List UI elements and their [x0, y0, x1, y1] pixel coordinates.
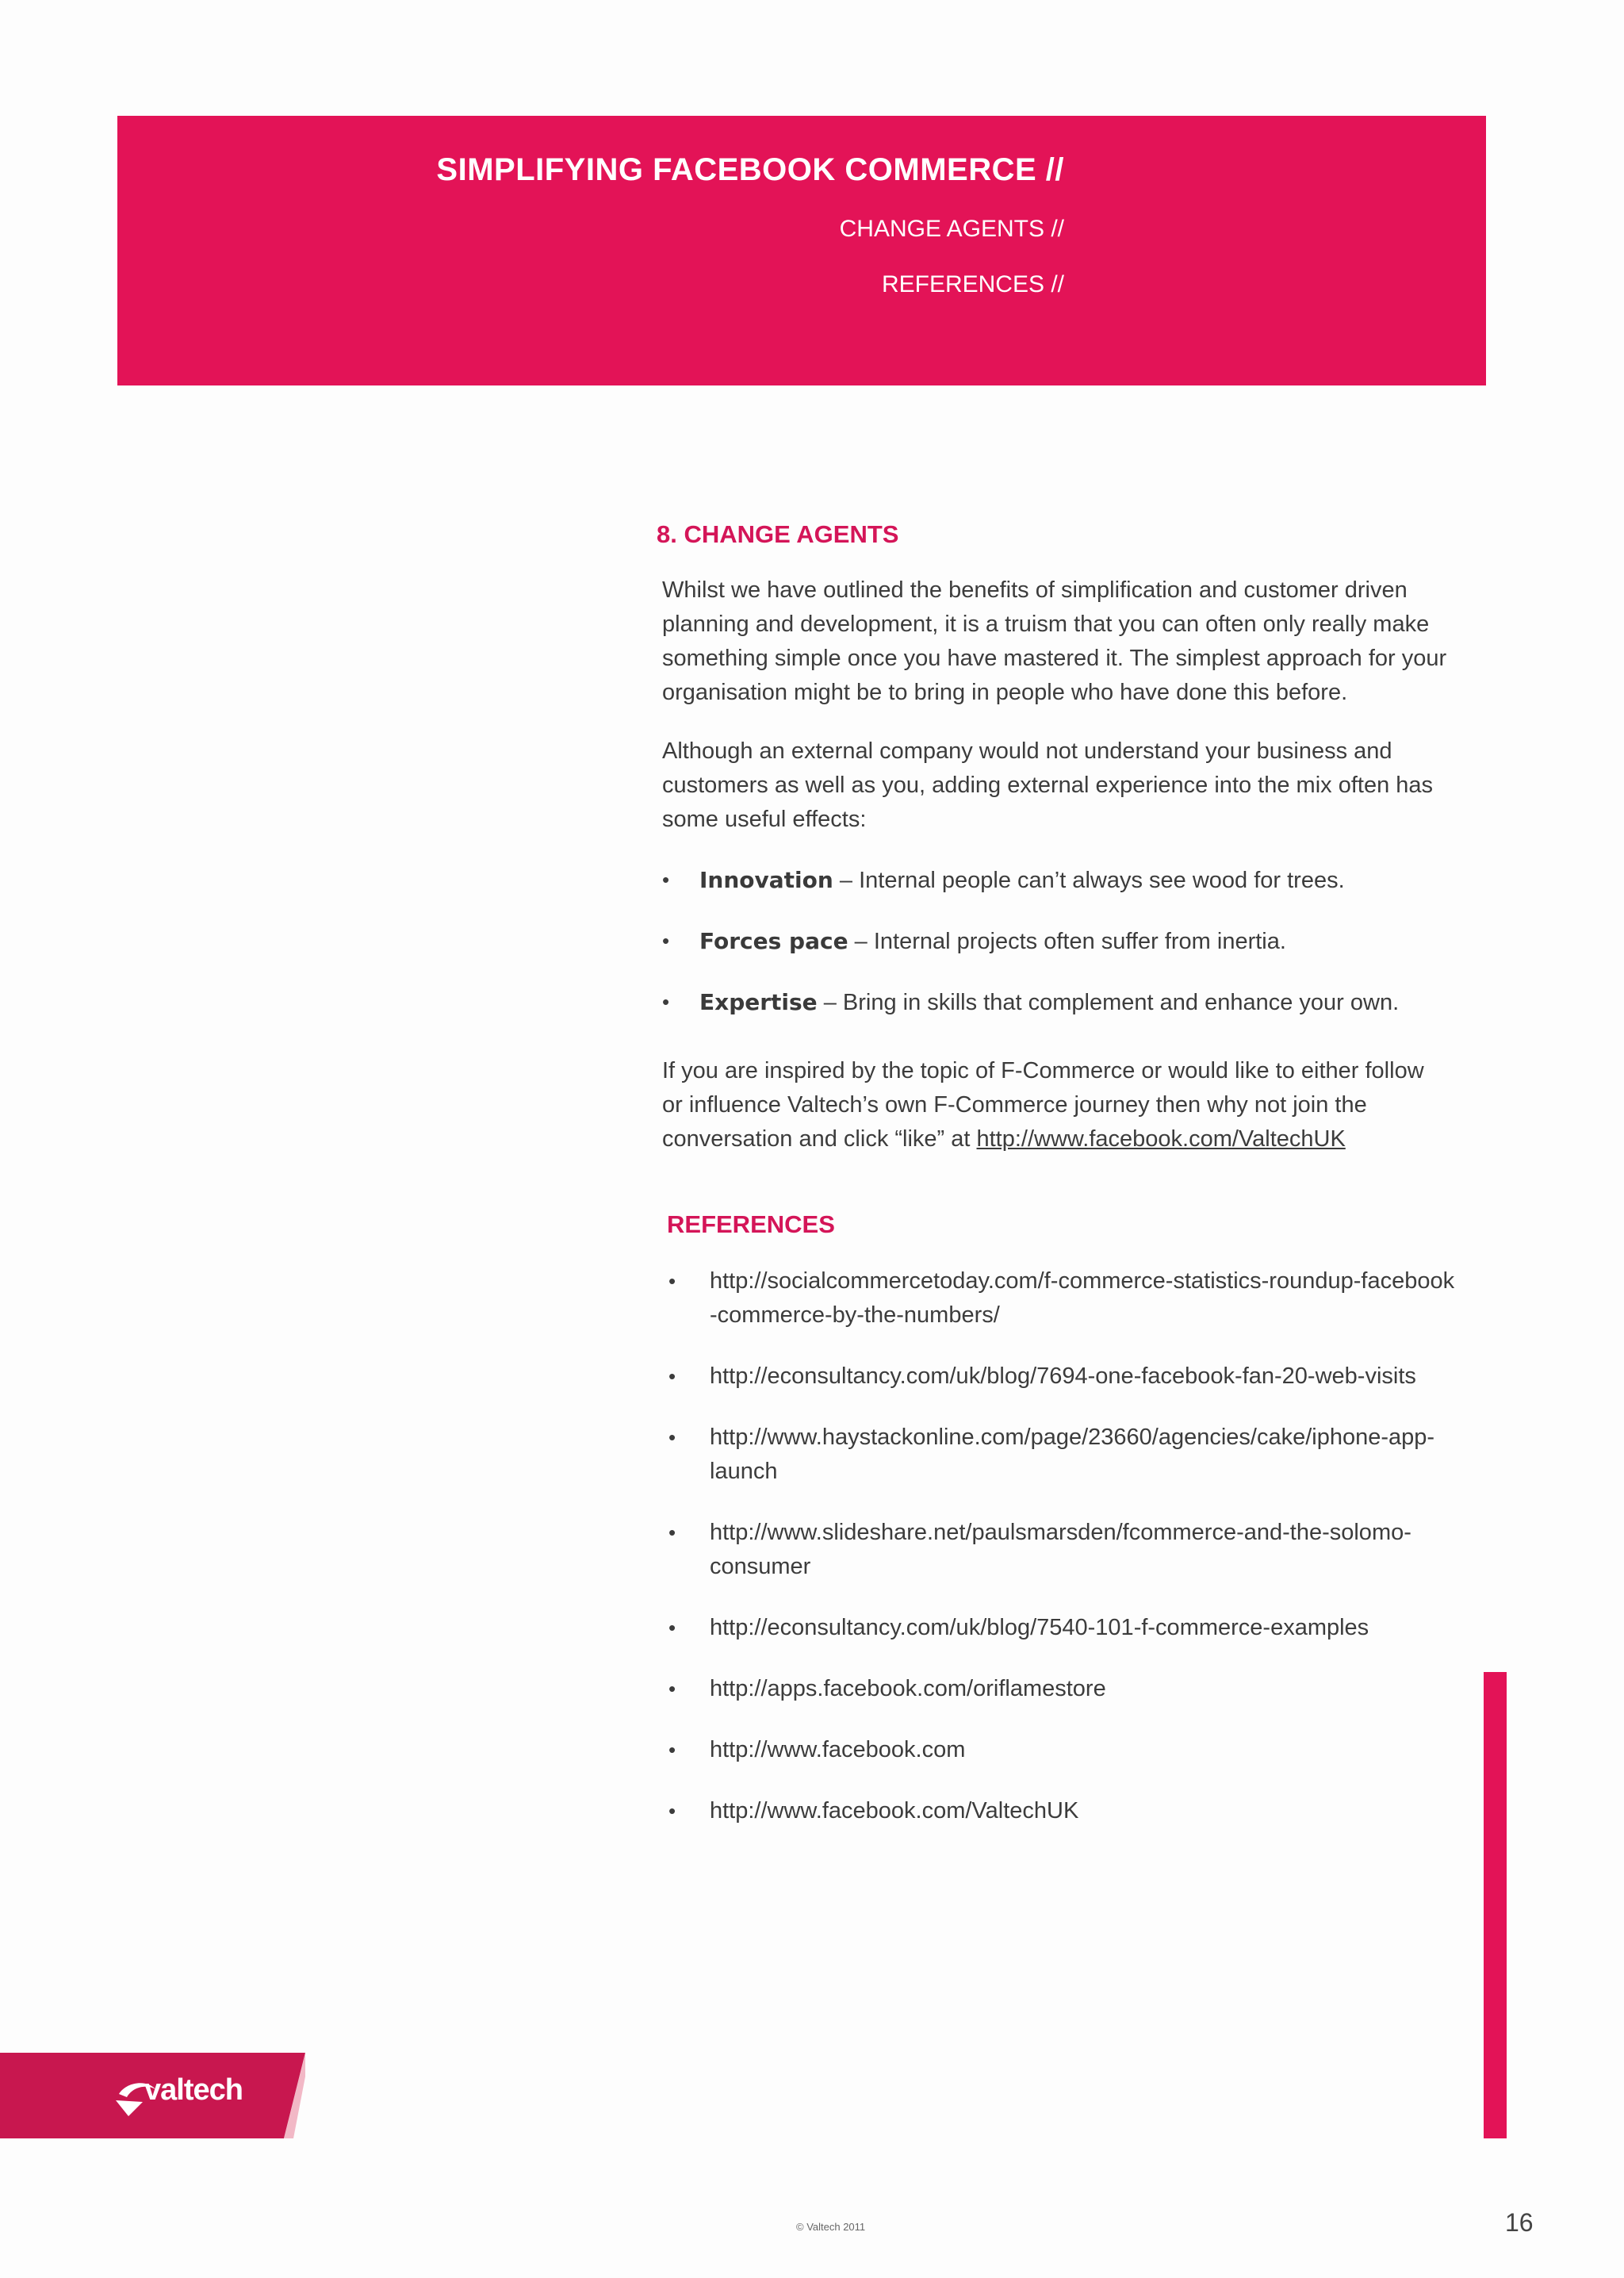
valtech-logo	[0, 2053, 317, 2138]
page-number: 16	[1505, 2208, 1534, 2237]
references-heading: REFERENCES	[667, 1210, 835, 1238]
paragraph-join-conversation	[662, 1054, 1503, 1156]
reference-link[interactable]: http://apps.facebook.com/oriflamestore	[710, 1676, 1106, 1701]
bullet-description: – Internal projects often suffer from inertia.	[848, 929, 1286, 954]
bullet-icon: •	[662, 929, 670, 953]
document-title: SIMPLIFYING FACEBOOK COMMERCE //	[436, 152, 1064, 187]
paragraph-line: customers as well as you, adding external experience into the mix often has	[662, 773, 1434, 798]
reference-link[interactable]: http://www.slideshare.net/paulsmarsden/fcommerce-and-the-solomo- consumer	[710, 1520, 1411, 1579]
paragraph-line: Although an external company would not understand your business and	[662, 738, 1392, 764]
reference-link[interactable]: http://econsultancy.com/uk/blog/7540-101-f-commerce-examples	[710, 1615, 1369, 1640]
paragraph-line: some useful effects:	[662, 807, 867, 832]
bullet-icon: •	[662, 868, 670, 892]
header-band	[117, 116, 1486, 385]
bullet-icon: •	[668, 1364, 676, 1388]
reference-link[interactable]: http://www.facebook.com	[710, 1737, 966, 1762]
paragraph-line: organisation might be to bring in people who have done this before.	[662, 680, 1348, 705]
paragraph-line: conversation and click “like” at	[662, 1126, 977, 1152]
paragraph-line: If you are inspired by the topic of F-Commerce or would like to either follow	[662, 1058, 1424, 1083]
reference-link[interactable]: http://econsultancy.com/uk/blog/7694-one-facebook-fan-20-web-visits	[710, 1363, 1416, 1389]
valtech-facebook-link[interactable]: http://www.facebook.com/ValtechUK	[976, 1126, 1346, 1152]
bullet-term: Innovation	[699, 867, 833, 893]
change-agents-heading: 8. CHANGE AGENTS	[657, 520, 899, 548]
paragraph-intro	[662, 573, 1503, 710]
bullet-icon: •	[668, 1269, 676, 1293]
accent-side-bar	[1484, 1672, 1507, 2138]
bullet-icon: •	[668, 1738, 676, 1762]
logo-wordmark: valtech	[144, 2073, 243, 2107]
reference-link[interactable]: http://www.haystackonline.com/page/23660/agencies/cake/iphone-app- launch	[710, 1425, 1435, 1484]
paragraph-external	[662, 734, 1503, 837]
bullet-icon: •	[662, 990, 670, 1014]
bullet-icon: •	[668, 1521, 676, 1544]
bullet-description: – Bring in skills that complement and enhance your own.	[817, 990, 1400, 1015]
bullet-term: Expertise	[699, 989, 818, 1015]
paragraph-line: planning and development, it is a truism that you can often only really make	[662, 612, 1430, 637]
paragraph-line: Whilst we have outlined the benefits of simplification and customer driven	[662, 577, 1408, 603]
header-section-change-agents: CHANGE AGENTS //	[839, 216, 1064, 242]
copyright-text: © Valtech 2011	[796, 2221, 866, 2233]
bullet-icon: •	[668, 1677, 676, 1701]
bullet-term: Forces pace	[699, 928, 848, 954]
paragraph-line: something simple once you have mastered it. The simplest approach for your	[662, 646, 1447, 671]
reference-link[interactable]: http://socialcommercetoday.com/f-commerce-statistics-roundup-facebook -commerce-by-the-numbers/	[710, 1268, 1455, 1328]
bullet-icon: •	[668, 1799, 676, 1823]
bullet-icon: •	[668, 1616, 676, 1639]
bullet-icon: •	[668, 1425, 676, 1449]
paragraph-line: or influence Valtech’s own F-Commerce journey then why not join the	[662, 1092, 1367, 1118]
reference-link[interactable]: http://www.facebook.com/ValtechUK	[710, 1798, 1079, 1824]
bullet-description: – Internal people can’t always see wood for trees.	[833, 868, 1345, 893]
header-section-references: REFERENCES //	[881, 271, 1064, 297]
